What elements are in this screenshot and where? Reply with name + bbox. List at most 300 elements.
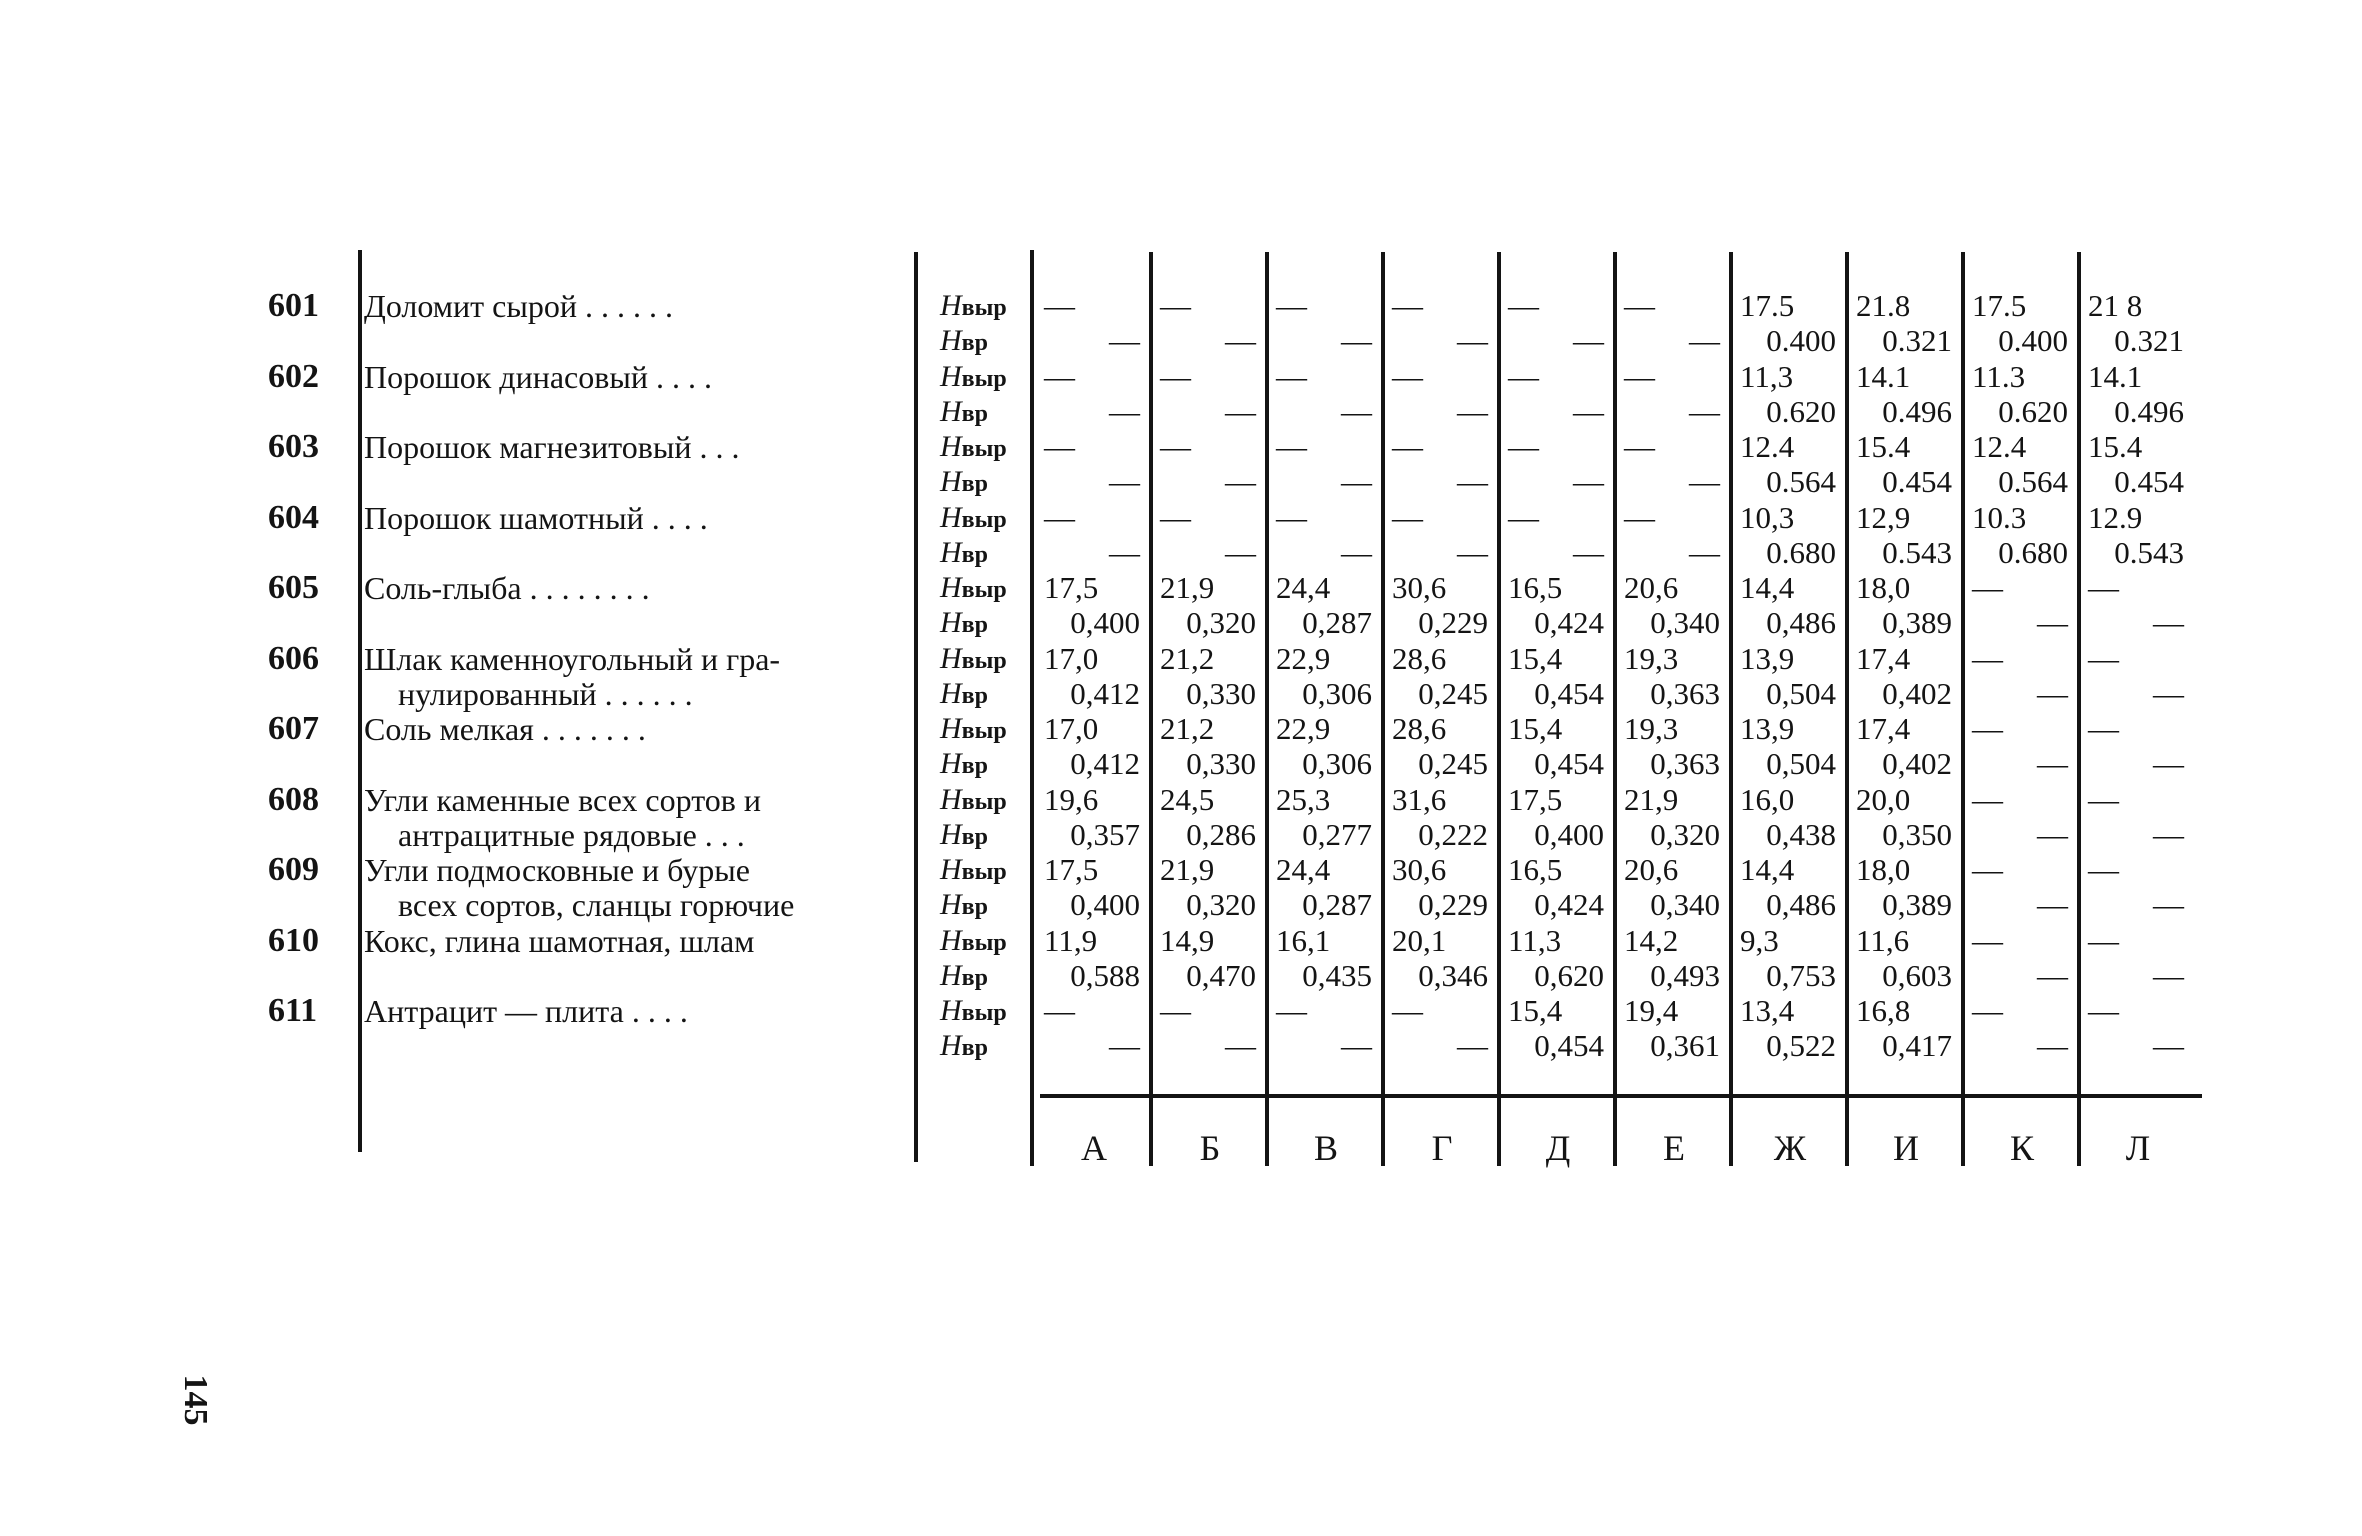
value-cell-vyr: — <box>1044 358 1075 394</box>
value-cell-vyr: — <box>2088 781 2119 817</box>
symbol-subscript: вр <box>961 823 988 850</box>
rule-col-4 <box>1497 252 1501 1166</box>
value-cell-vr: 0,504 <box>1766 746 1836 781</box>
symbol-subscript: выр <box>961 295 1007 321</box>
value-cell-vyr: — <box>1160 288 1191 323</box>
value-cell-vyr: — <box>2088 993 2119 1028</box>
symbol-subscript: вр <box>961 330 988 356</box>
value-cell-vyr: 16,8 <box>1856 993 1911 1028</box>
value-cell-vyr: — <box>1624 499 1655 535</box>
value-cell-vyr: 18,0 <box>1856 852 1911 887</box>
value-cell-vyr: — <box>1972 570 2003 605</box>
column-header: Е <box>1663 1128 1685 1168</box>
value-cell-vyr: 14.1 <box>2088 358 2143 394</box>
value-cell-vr: 0.454 <box>1882 464 1952 499</box>
column-header: И <box>1893 1128 1919 1168</box>
value-cell-vr: — <box>1341 1028 1372 1063</box>
value-cell-vyr: 22,9 <box>1276 711 1331 746</box>
value-cell-vyr: 22,9 <box>1276 640 1331 676</box>
value-cell-vr: 0,287 <box>1302 605 1372 640</box>
value-cell-vyr: 12.4 <box>1740 429 1795 464</box>
symbol-letter: Н <box>940 782 962 816</box>
value-cell-vyr: 12.4 <box>1972 429 2027 464</box>
value-cell-vr: 0,320 <box>1650 816 1720 852</box>
value-cell-vr: — <box>2153 887 2184 922</box>
rule-col-3 <box>1381 252 1385 1166</box>
value-cell-vr: — <box>1457 534 1488 570</box>
value-cell-vr: — <box>1109 1028 1140 1063</box>
value-cell-vr: 0,402 <box>1882 675 1952 711</box>
symbol-letter: Н <box>940 712 962 745</box>
value-cell-vr: — <box>2037 887 2068 922</box>
value-cell-vr: 0,435 <box>1302 957 1372 993</box>
value-cell-vyr: — <box>2088 640 2119 676</box>
row-number: 611 <box>268 992 318 1029</box>
value-cell-vr: — <box>2037 1028 2068 1063</box>
symbol-letter: Н <box>940 923 962 957</box>
value-cell-vr: 0,588 <box>1070 957 1140 993</box>
material-name: Доломит сырой . . . . . . <box>364 288 673 324</box>
value-cell-vr: — <box>1689 323 1720 358</box>
symbol-n-vr <box>940 676 1030 714</box>
value-cell-vyr: 10.3 <box>1972 499 2027 535</box>
value-cell-vyr: 21,9 <box>1624 781 1679 817</box>
value-cell-vyr: 19,3 <box>1624 711 1679 746</box>
material-name: Порошок магнезитовый . . . <box>364 429 740 465</box>
row-number: 604 <box>268 498 319 536</box>
value-cell-vr: 0,306 <box>1302 746 1372 781</box>
symbol-subscript: вр <box>961 964 988 991</box>
symbol-n-vyr <box>940 500 1030 538</box>
value-cell-vyr: 21,9 <box>1160 570 1215 605</box>
value-cell-vyr: 13,9 <box>1740 711 1795 746</box>
symbol-n-vyr <box>940 288 1030 326</box>
value-cell-vr: 0.680 <box>1766 534 1836 570</box>
value-cell-vr: 0,363 <box>1650 675 1720 711</box>
symbol-letter: Н <box>940 817 962 851</box>
value-cell-vr: 0,306 <box>1302 675 1372 711</box>
value-cell-vr: — <box>1109 393 1140 429</box>
value-cell-vyr: — <box>1160 358 1191 394</box>
symbol-n-vyr <box>940 711 1030 749</box>
value-cell-vr: — <box>1109 464 1140 499</box>
symbol-subscript: выр <box>961 788 1007 815</box>
symbol-n-vr <box>940 394 1030 432</box>
value-cell-vr: 0,454 <box>1534 675 1604 711</box>
value-cell-vyr: 10,3 <box>1740 499 1795 535</box>
value-cell-vyr: 11.3 <box>1972 358 2026 394</box>
symbol-subscript: вр <box>961 400 988 427</box>
symbol-subscript: вр <box>961 541 988 568</box>
value-cell-vr: — <box>2153 675 2184 711</box>
value-cell-vyr: — <box>1624 429 1655 464</box>
value-cell-vr: 0,620 <box>1534 957 1604 993</box>
column-header: А <box>1081 1128 1107 1168</box>
value-cell-vr: 0.620 <box>1766 393 1836 429</box>
value-cell-vyr: — <box>1624 288 1655 323</box>
symbol-n-vr <box>940 323 1030 361</box>
value-cell-vyr: 30,6 <box>1392 852 1447 887</box>
value-cell-vyr: — <box>1160 429 1191 464</box>
value-cell-vr: 0.400 <box>1766 323 1836 358</box>
value-cell-vr: — <box>2037 605 2068 640</box>
value-cell-vyr: 17,0 <box>1044 711 1099 746</box>
row-number: 608 <box>268 780 319 818</box>
rule-col-9 <box>2077 252 2081 1166</box>
value-cell-vr: 0,361 <box>1650 1028 1720 1063</box>
symbol-subscript: выр <box>961 506 1007 533</box>
value-cell-vyr: — <box>1508 288 1539 323</box>
value-cell-vr: 0.543 <box>1882 534 1952 570</box>
rule-name-sym <box>914 252 918 1162</box>
value-cell-vr: 0,286 <box>1186 816 1256 852</box>
rule-left <box>358 250 362 1152</box>
symbol-letter: Н <box>940 676 962 710</box>
value-cell-vyr: — <box>1276 358 1307 394</box>
symbol-letter: Н <box>940 606 962 639</box>
rule-col-7 <box>1845 252 1849 1166</box>
value-cell-vyr: 19,3 <box>1624 640 1679 676</box>
column-header: Л <box>2125 1128 2151 1168</box>
symbol-letter: Н <box>940 465 962 498</box>
symbol-letter: Н <box>940 500 962 534</box>
value-cell-vr: 0,363 <box>1650 746 1720 781</box>
value-cell-vr: 0.620 <box>1998 393 2068 429</box>
value-cell-vyr: — <box>1276 499 1307 535</box>
value-cell-vr: — <box>1457 464 1488 499</box>
value-cell-vr: — <box>1341 393 1372 429</box>
value-cell-vyr: — <box>1392 429 1423 464</box>
value-cell-vyr: 17,4 <box>1856 640 1911 676</box>
symbol-subscript: выр <box>961 1000 1007 1026</box>
symbol-letter: Н <box>940 853 962 886</box>
value-cell-vr: 0,245 <box>1418 746 1488 781</box>
value-cell-vr: 0,340 <box>1650 605 1720 640</box>
value-cell-vyr: — <box>1508 358 1539 394</box>
value-cell-vr: — <box>2037 816 2068 852</box>
value-cell-vr: 0,438 <box>1766 816 1836 852</box>
value-cell-vyr: — <box>1392 358 1423 394</box>
value-cell-vr: 0,454 <box>1534 1028 1604 1063</box>
value-cell-vr: 0,402 <box>1882 746 1952 781</box>
value-cell-vr: — <box>1689 464 1720 499</box>
value-cell-vyr: 12,9 <box>1856 499 1911 535</box>
value-cell-vr: 0.321 <box>2114 323 2184 358</box>
value-cell-vr: — <box>2037 957 2068 993</box>
value-cell-vr: — <box>1225 1028 1256 1063</box>
page-number: 145 <box>177 1374 214 1426</box>
value-cell-vyr: 17,5 <box>1044 852 1099 887</box>
value-cell-vr: 0.680 <box>1998 534 2068 570</box>
rule-col-1 <box>1149 252 1153 1166</box>
value-cell-vr: 0,522 <box>1766 1028 1836 1063</box>
value-cell-vyr: — <box>1276 993 1307 1028</box>
value-cell-vr: 0,454 <box>1534 746 1604 781</box>
column-header: К <box>2009 1128 2034 1168</box>
value-cell-vr: — <box>1225 323 1256 358</box>
value-cell-vyr: 11,3 <box>1740 358 1794 394</box>
material-name: всех сортов, сланцы горючие <box>398 887 795 923</box>
value-cell-vr: — <box>1689 393 1720 429</box>
rule-sym-a <box>1030 250 1034 1166</box>
value-cell-vyr: 24,5 <box>1160 781 1215 817</box>
material-name: нулированный . . . . . . <box>398 675 693 712</box>
value-cell-vyr: 13,4 <box>1740 993 1795 1028</box>
value-cell-vyr: 13,9 <box>1740 640 1795 676</box>
value-cell-vr: — <box>2153 1028 2184 1063</box>
value-cell-vyr: 20,1 <box>1392 922 1447 958</box>
value-cell-vyr: 31,6 <box>1392 781 1447 817</box>
value-cell-vyr: — <box>1972 922 2003 958</box>
symbol-letter: Н <box>940 535 962 569</box>
material-name: Угли каменные всех сортов и <box>364 781 761 818</box>
value-cell-vr: 0,493 <box>1650 957 1720 993</box>
value-cell-vyr: 17,4 <box>1856 711 1911 746</box>
value-cell-vyr: 30,6 <box>1392 570 1447 605</box>
value-cell-vyr: 12.9 <box>2088 499 2143 535</box>
value-cell-vr: — <box>1341 323 1372 358</box>
material-name: антрацитные рядовые . . . <box>398 816 745 853</box>
value-cell-vyr: 9,3 <box>1740 922 1779 958</box>
symbol-n-vr <box>940 958 1030 996</box>
column-header: Ж <box>1773 1128 1807 1168</box>
value-cell-vyr: — <box>2088 922 2119 958</box>
value-cell-vr: — <box>2037 675 2068 711</box>
value-cell-vr: — <box>2153 746 2184 781</box>
value-cell-vyr: 14,4 <box>1740 570 1795 605</box>
symbol-subscript: вр <box>961 753 988 779</box>
value-cell-vyr: — <box>1276 429 1307 464</box>
symbol-subscript: выр <box>961 647 1007 674</box>
value-cell-vyr: 24,4 <box>1276 852 1331 887</box>
value-cell-vr: — <box>1457 1028 1488 1063</box>
value-cell-vyr: — <box>1972 711 2003 746</box>
value-cell-vyr: — <box>1624 358 1655 394</box>
value-cell-vyr: — <box>1044 429 1075 464</box>
symbol-letter: Н <box>940 430 962 463</box>
rule-col-2 <box>1265 252 1269 1166</box>
symbol-letter: Н <box>940 641 962 675</box>
value-cell-vr: — <box>1573 464 1604 499</box>
value-cell-vr: — <box>2153 816 2184 852</box>
value-cell-vr: 0,417 <box>1882 1028 1952 1063</box>
value-cell-vyr: 15,4 <box>1508 711 1563 746</box>
value-cell-vr: — <box>1341 534 1372 570</box>
value-cell-vyr: — <box>1160 499 1191 535</box>
value-cell-vr: — <box>1457 323 1488 358</box>
row-number: 602 <box>268 357 319 395</box>
value-cell-vr: — <box>2153 605 2184 640</box>
value-cell-vyr: 19,6 <box>1044 781 1099 817</box>
symbol-letter: Н <box>940 359 962 393</box>
value-cell-vyr: 15.4 <box>1856 429 1911 464</box>
value-cell-vr: 0,389 <box>1882 605 1952 640</box>
value-cell-vyr: 15,4 <box>1508 640 1563 676</box>
value-cell-vyr: 20,6 <box>1624 570 1679 605</box>
symbol-n-vr <box>940 746 1030 784</box>
value-cell-vr: 0,320 <box>1186 605 1256 640</box>
symbol-letter: Н <box>940 324 962 357</box>
value-cell-vr: 0,412 <box>1070 746 1140 781</box>
symbol-subscript: выр <box>961 718 1007 744</box>
column-header: Д <box>1545 1128 1571 1168</box>
value-cell-vyr: 11,9 <box>1044 922 1098 958</box>
value-cell-vr: 0,412 <box>1070 675 1140 711</box>
symbol-n-vyr <box>940 852 1030 890</box>
rule-col-6 <box>1729 252 1733 1166</box>
value-cell-vr: — <box>1341 464 1372 499</box>
value-cell-vr: 0,287 <box>1302 887 1372 922</box>
material-name: Антрацит — плита . . . . <box>364 993 688 1029</box>
row-number: 607 <box>268 710 319 747</box>
value-cell-vr: 0,486 <box>1766 605 1836 640</box>
value-cell-vyr: — <box>2088 852 2119 887</box>
value-cell-vyr: 16,0 <box>1740 781 1795 817</box>
symbol-n-vr <box>940 535 1030 573</box>
column-header: Г <box>1431 1128 1453 1168</box>
value-cell-vr: 0,424 <box>1534 605 1604 640</box>
symbol-n-vr <box>940 605 1030 643</box>
value-cell-vr: — <box>1225 534 1256 570</box>
value-cell-vr: 0,229 <box>1418 605 1488 640</box>
value-cell-vyr: — <box>1044 288 1075 323</box>
value-cell-vyr: 28,6 <box>1392 711 1447 746</box>
value-cell-vr: 0,357 <box>1070 816 1140 852</box>
symbol-subscript: вр <box>961 471 988 497</box>
row-number: 610 <box>268 921 319 959</box>
value-cell-vyr: 24,4 <box>1276 570 1331 605</box>
value-cell-vyr: 17.5 <box>1972 288 2027 323</box>
value-cell-vyr: 20,6 <box>1624 852 1679 887</box>
value-cell-vyr: 21,2 <box>1160 711 1215 746</box>
value-cell-vyr: — <box>1508 499 1539 535</box>
value-cell-vr: 0,389 <box>1882 887 1952 922</box>
value-cell-vyr: — <box>2088 570 2119 605</box>
value-cell-vyr: 17,5 <box>1508 781 1563 817</box>
value-cell-vyr: 21,2 <box>1160 640 1215 676</box>
value-cell-vr: 0,245 <box>1418 675 1488 711</box>
row-number: 605 <box>268 569 319 606</box>
material-name: Соль-глыба . . . . . . . . <box>364 570 650 606</box>
value-cell-vr: 0.564 <box>1766 464 1836 499</box>
rule-header-top <box>1040 1094 2202 1098</box>
value-cell-vyr: — <box>1972 640 2003 676</box>
value-cell-vr: 0.543 <box>2114 534 2184 570</box>
symbol-n-vr <box>940 817 1030 855</box>
symbol-subscript: выр <box>961 859 1007 885</box>
symbol-letter: Н <box>940 747 962 780</box>
value-cell-vr: 0,470 <box>1186 957 1256 993</box>
value-cell-vyr: 20,0 <box>1856 781 1911 817</box>
value-cell-vyr: — <box>1972 781 2003 817</box>
row-number: 609 <box>268 851 319 888</box>
value-cell-vyr: 21.8 <box>1856 288 1911 323</box>
value-cell-vr: — <box>1689 534 1720 570</box>
symbol-letter: Н <box>940 958 962 992</box>
value-cell-vyr: 17,0 <box>1044 640 1099 676</box>
symbol-n-vr <box>940 1028 1030 1066</box>
column-header: В <box>1313 1128 1338 1168</box>
value-cell-vr: 0.454 <box>2114 464 2184 499</box>
value-cell-vr: — <box>1109 323 1140 358</box>
value-cell-vr: 0,603 <box>1882 957 1952 993</box>
symbol-n-vyr <box>940 782 1030 820</box>
value-cell-vr: 0,330 <box>1186 675 1256 711</box>
value-cell-vr: 0,340 <box>1650 887 1720 922</box>
value-cell-vr: — <box>1573 393 1604 429</box>
symbol-n-vyr <box>940 993 1030 1031</box>
symbol-subscript: выр <box>961 929 1007 956</box>
value-cell-vyr: 17,5 <box>1044 570 1099 605</box>
row-number: 606 <box>268 639 319 677</box>
row-number: 603 <box>268 428 319 465</box>
symbol-letter: Н <box>940 1029 962 1062</box>
value-cell-vyr: 21,9 <box>1160 852 1215 887</box>
value-cell-vr: 0,400 <box>1070 605 1140 640</box>
value-cell-vr: 0,346 <box>1418 957 1488 993</box>
symbol-n-vr <box>940 887 1030 925</box>
material-name: Угли подмосковные и бурые <box>364 852 750 888</box>
symbol-subscript: выр <box>961 436 1007 462</box>
value-cell-vyr: 11,3 <box>1508 922 1562 958</box>
value-cell-vr: 0.400 <box>1998 323 2068 358</box>
column-header: Б <box>1199 1128 1221 1168</box>
symbol-letter: Н <box>940 394 962 428</box>
value-cell-vr: 0,277 <box>1302 816 1372 852</box>
value-cell-vr: 0.321 <box>1882 323 1952 358</box>
value-cell-vr: 0,486 <box>1766 887 1836 922</box>
value-cell-vyr: — <box>2088 711 2119 746</box>
value-cell-vyr: — <box>1392 993 1423 1028</box>
symbol-letter: Н <box>940 888 962 921</box>
value-cell-vr: 0,320 <box>1186 887 1256 922</box>
symbol-n-vyr <box>940 641 1030 679</box>
symbol-n-vr <box>940 464 1030 502</box>
value-cell-vyr: 28,6 <box>1392 640 1447 676</box>
value-cell-vr: 0,400 <box>1070 887 1140 922</box>
material-name: Шлак каменноугольный и гра- <box>364 640 781 677</box>
value-cell-vyr: 17.5 <box>1740 288 1795 323</box>
symbol-subscript: вр <box>961 894 988 920</box>
value-cell-vyr: 16,5 <box>1508 570 1563 605</box>
symbol-subscript: выр <box>961 577 1007 603</box>
value-cell-vyr: 18,0 <box>1856 570 1911 605</box>
value-cell-vyr: — <box>1044 993 1075 1028</box>
material-name: Порошок динасовый . . . . <box>364 358 712 395</box>
value-cell-vyr: — <box>1392 288 1423 323</box>
value-cell-vyr: — <box>1972 852 2003 887</box>
symbol-letter: Н <box>940 994 962 1027</box>
value-cell-vyr: — <box>1160 993 1191 1028</box>
material-name: Кокс, глина шамотная, шлам <box>364 922 755 959</box>
value-cell-vyr: 14.1 <box>1856 358 1911 394</box>
value-cell-vyr: 14,2 <box>1624 922 1679 958</box>
material-name: Порошок шамотный . . . . <box>364 499 708 536</box>
value-cell-vyr: 21 8 <box>2088 288 2143 323</box>
symbol-subscript: вр <box>961 612 988 638</box>
value-cell-vyr: 16,5 <box>1508 852 1563 887</box>
value-cell-vyr: 16,1 <box>1276 922 1331 958</box>
value-cell-vr: 0,350 <box>1882 816 1952 852</box>
material-name: Соль мелкая . . . . . . . <box>364 711 646 747</box>
symbol-n-vyr <box>940 923 1030 961</box>
value-cell-vyr: 15.4 <box>2088 429 2143 464</box>
value-cell-vr: 0,222 <box>1418 816 1488 852</box>
value-cell-vyr: — <box>1044 499 1075 535</box>
symbol-n-vyr <box>940 359 1030 397</box>
symbol-n-vyr <box>940 570 1030 608</box>
value-cell-vr: — <box>1109 534 1140 570</box>
